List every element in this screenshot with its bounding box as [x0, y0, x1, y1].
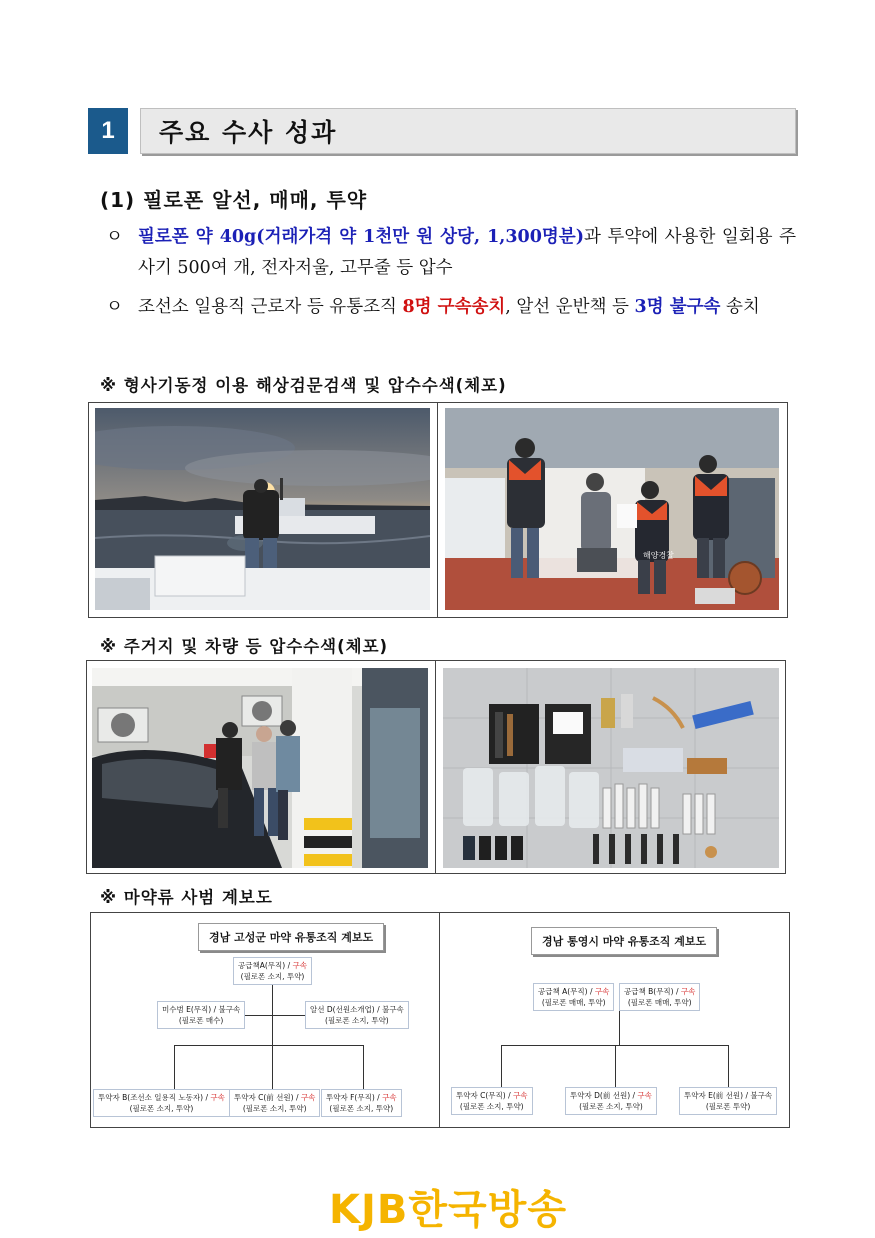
section-title-box: [140, 108, 796, 154]
chart-divider: [439, 913, 440, 1127]
photo-car-garage: [92, 668, 428, 868]
section-title: 주요 수사 성과: [159, 118, 338, 147]
bullet-seizure: [106, 222, 796, 284]
org-chart-title-goseong: 경남 고성군 마약 유통조직 계보도: [198, 923, 384, 951]
bullet-arrests: [106, 292, 796, 354]
org-node: 투약자 D(前 선원) / 구속 (필로폰 소지, 투약): [565, 1087, 657, 1115]
vest-label: 해양경찰: [643, 551, 674, 560]
bullet-text: , 알선 운반책 등: [505, 297, 635, 317]
bullet-mark: ㅇ: [106, 227, 123, 247]
org-node: 공급책 A(무직) / 구속 (필로폰 매매, 투약): [533, 983, 614, 1011]
connector: [272, 1045, 273, 1089]
connector: [363, 1045, 364, 1089]
photo-sea-boat: [95, 408, 430, 610]
connector: [728, 1045, 729, 1087]
section-number: 1: [88, 108, 128, 154]
photo-divider: [437, 402, 438, 618]
org-node: 공급책A(무직) / 구속 (필로폰 소지, 투약): [233, 957, 312, 985]
broadcaster-logo: KJB한국방송: [329, 1186, 567, 1233]
bullet-text: 송치: [720, 297, 760, 317]
subheading: (1) 필로폰 알선, 매매, 투약: [100, 188, 368, 212]
connector: [619, 1011, 620, 1045]
bullet-text: 조선소 일용직 근로자 등 유통조직: [138, 297, 403, 317]
bullet-body: [138, 292, 796, 323]
caption-home-search: ※ 주거지 및 차량 등 압수수색(체포): [100, 637, 389, 656]
org-node: 공급책 B(무직) / 구속 (필로폰 매매, 투약): [619, 983, 700, 1011]
connector: [174, 1045, 175, 1089]
photo-deck-officers: [445, 408, 779, 610]
connector: [615, 1045, 616, 1087]
org-chart-title-tongyeong: 경남 통영시 마약 유통조직 계보도: [531, 927, 717, 955]
org-node: 미수범 E(무직) / 불구속 (필로폰 매수): [157, 1001, 245, 1029]
caption-org-chart: ※ 마약류 사범 계보도: [100, 888, 273, 907]
org-node: 투약자 F(무직) / 구속 (필로폰 소지, 투약): [321, 1089, 402, 1117]
connector: [501, 1045, 502, 1087]
org-node: 투약자 C(前 선원) / 구속 (필로폰 소지, 투약): [229, 1089, 320, 1117]
unarrested-count: 3명 불구속: [634, 297, 721, 317]
connector: [174, 1045, 364, 1046]
caption-sea-search: ※ 형사기동정 이용 해상검문검색 및 압수수색(체포): [100, 376, 507, 395]
bullet-highlight: 필로폰 약 40g(거래가격 약 1천만 원 상당, 1,300명분): [138, 227, 584, 247]
org-node: 알선 D(선원소개업) / 불구속 (필로폰 소지, 투약): [305, 1001, 409, 1029]
org-node: 투약자 C(무직) / 구속 (필로폰 소지, 투약): [451, 1087, 533, 1115]
org-node: 투약자 B(조선소 일용직 노동자) / 구속 (필로폰 소지, 투약): [93, 1089, 230, 1117]
org-node: 투약자 E(前 선원) / 불구속 (필로폰 투약): [679, 1087, 777, 1115]
bullet-body: [138, 222, 796, 284]
photo-divider: [435, 660, 436, 874]
bullet-mark: ㅇ: [106, 297, 123, 317]
org-chart-frame: [90, 912, 790, 1128]
bullet-text: 과 투약에 사용한 일회용 주사기 500여 개, 전자저울, 고무줄 등 압수: [138, 227, 797, 278]
photo-seized-items: [443, 668, 779, 868]
arrested-count: 8명 구속송치: [402, 297, 506, 317]
